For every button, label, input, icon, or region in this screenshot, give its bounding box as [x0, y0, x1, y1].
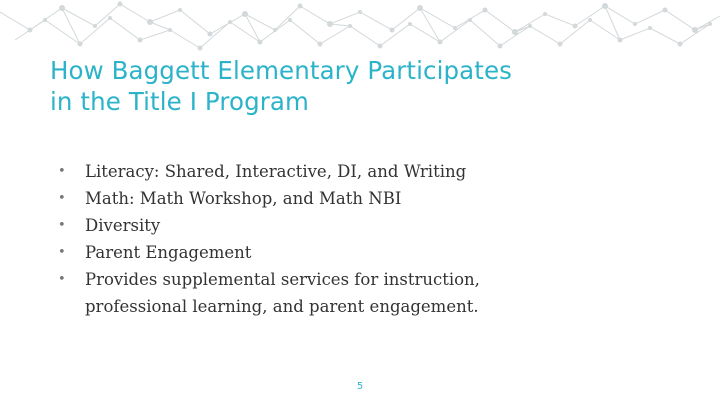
bullet-text: Provides supplemental services for instruction,: [85, 270, 480, 289]
molecular-network-decoration: [0, 0, 720, 60]
bullet-dot-icon: •: [58, 218, 66, 233]
bullet-list: [58, 158, 618, 320]
bullet-text-continued: professional learning, and parent engagement.: [85, 297, 479, 316]
bullet-item-literacy: [58, 158, 618, 185]
bullet-text: Math: Math Workshop, and Math NBI: [85, 189, 402, 208]
slide-title-line: How Baggett Elementary Participates: [50, 56, 513, 85]
bullet-text: Parent Engagement: [85, 243, 252, 262]
slide-title: [50, 55, 690, 117]
slide-title-line: in the Title I Program: [50, 87, 309, 116]
page-number: 5: [356, 381, 364, 392]
bullet-item-math: [58, 185, 618, 212]
bullet-dot-icon: •: [58, 245, 66, 260]
bullet-text: Diversity: [85, 216, 161, 235]
bullet-item-parent-engagement: [58, 239, 618, 266]
bullet-dot-icon: •: [58, 164, 66, 179]
bullet-item-diversity: [58, 212, 618, 239]
bullet-item-supplemental-services: [58, 266, 618, 320]
bullet-dot-icon: •: [58, 272, 66, 287]
bullet-text: Literacy: Shared, Interactive, DI, and Writing: [85, 162, 467, 181]
bullet-dot-icon: •: [58, 191, 66, 206]
